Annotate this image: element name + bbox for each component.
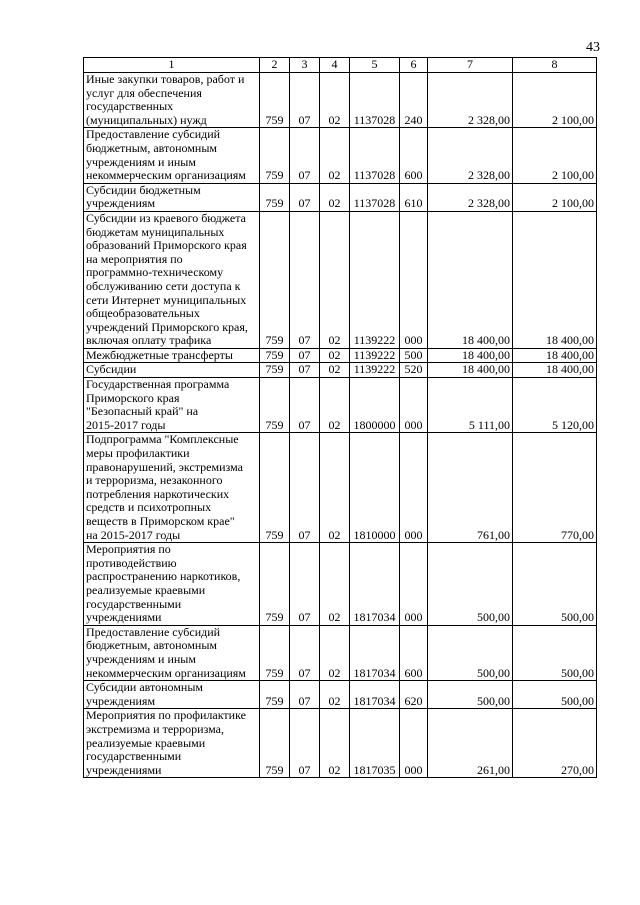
row-name-line: меры профилактики xyxy=(86,446,190,461)
row-name-cell xyxy=(84,183,260,211)
table-row xyxy=(84,183,597,211)
cell-c5: 1817034 xyxy=(350,543,400,626)
cell-c8: 770,00 xyxy=(513,433,597,543)
row-name-line: учреждений Приморского края, xyxy=(86,319,248,334)
cell-c5: 1139222 xyxy=(350,363,400,378)
cell-c6: 000 xyxy=(400,378,428,433)
row-name-line: Подпрограмма "Комплексные xyxy=(86,432,239,447)
row-name-line: услуг для обеспечения xyxy=(86,85,202,100)
row-name-cell xyxy=(84,211,260,348)
cell-c3: 07 xyxy=(290,378,320,433)
cell-c2: 759 xyxy=(260,73,290,128)
cell-c7: 761,00 xyxy=(428,433,513,543)
row-name-line: некоммерческим организациям xyxy=(86,665,246,680)
row-name-line: бюджетным, автономным xyxy=(86,638,217,653)
cell-c6: 000 xyxy=(400,709,428,778)
cell-c5: 1817034 xyxy=(350,625,400,680)
cell-c8: 500,00 xyxy=(513,681,597,709)
row-name-line: государственными xyxy=(86,749,182,764)
cell-c5: 1137028 xyxy=(350,183,400,211)
row-name-line: учреждениями xyxy=(86,762,162,777)
row-name-cell xyxy=(84,73,260,128)
cell-c7: 18 400,00 xyxy=(428,348,513,363)
cell-c4: 02 xyxy=(320,363,350,378)
row-name-line: средств и психотропных xyxy=(86,500,212,515)
table-row xyxy=(84,348,597,363)
cell-c2: 759 xyxy=(260,183,290,211)
row-name-line: веществ в Приморском крае" xyxy=(86,514,235,528)
cell-c2: 759 xyxy=(260,348,290,363)
row-name-line: учреждениям и иным xyxy=(86,154,196,169)
cell-c6: 000 xyxy=(400,543,428,626)
cell-c2: 759 xyxy=(260,211,290,348)
table-row xyxy=(84,211,597,348)
cell-c5: 1817035 xyxy=(350,709,400,778)
row-name-line: бюджетным, автономным xyxy=(86,140,217,155)
cell-c6: 600 xyxy=(400,625,428,680)
cell-c8: 500,00 xyxy=(513,543,597,626)
cell-c8: 500,00 xyxy=(513,625,597,680)
cell-c6: 520 xyxy=(400,363,428,378)
row-name-line: Межбюджетные трансферты xyxy=(86,348,233,362)
row-name-cell xyxy=(84,625,260,680)
table-row xyxy=(84,73,597,128)
col-header: 2 xyxy=(260,58,290,73)
cell-c2: 759 xyxy=(260,543,290,626)
page-number: 43 xyxy=(586,40,600,55)
row-name-line: Иные закупки товаров, работ и xyxy=(86,72,245,86)
table-row xyxy=(84,128,597,183)
row-name-line: реализуемые краевыми xyxy=(86,735,206,750)
cell-c6: 610 xyxy=(400,183,428,211)
cell-c8: 18 400,00 xyxy=(513,348,597,363)
row-name-cell xyxy=(84,378,260,433)
row-name-line: и терроризма, незаконного xyxy=(86,473,223,488)
row-name-line: "Безопасный край" на xyxy=(86,404,199,419)
cell-c7: 5 111,00 xyxy=(428,378,513,433)
cell-c3: 07 xyxy=(290,73,320,128)
cell-c4: 02 xyxy=(320,183,350,211)
row-name-line: Приморского края xyxy=(86,390,180,405)
row-name-line: учреждениям xyxy=(86,693,156,708)
row-name-cell xyxy=(84,363,260,378)
header-row xyxy=(84,58,597,73)
table-row xyxy=(84,625,597,680)
row-name-line: правонарушений, экстремизма xyxy=(86,459,243,474)
cell-c4: 02 xyxy=(320,625,350,680)
cell-c2: 759 xyxy=(260,363,290,378)
row-name-cell xyxy=(84,128,260,183)
budget-table xyxy=(83,57,597,778)
row-name-line: Мероприятия по профилактике xyxy=(86,708,246,723)
col-header: 5 xyxy=(350,58,400,73)
cell-c8: 2 100,00 xyxy=(513,183,597,211)
col-header: 3 xyxy=(290,58,320,73)
cell-c2: 759 xyxy=(260,681,290,709)
row-name-line: Субсидии xyxy=(86,362,137,377)
cell-c8: 2 100,00 xyxy=(513,73,597,128)
row-name-line: Мероприятия по xyxy=(86,542,171,557)
cell-c7: 261,00 xyxy=(428,709,513,778)
row-name-line: сети Интернет муниципальных xyxy=(86,292,247,307)
row-name-line: бюджетам муниципальных xyxy=(86,224,225,239)
row-name-cell xyxy=(84,681,260,709)
cell-c6: 620 xyxy=(400,681,428,709)
row-name-line: (муниципальных) нужд xyxy=(86,112,207,127)
row-name-line: распространению наркотиков, xyxy=(86,569,241,584)
cell-c3: 07 xyxy=(290,433,320,543)
row-name-line: государственных xyxy=(86,99,174,114)
cell-c7: 18 400,00 xyxy=(428,363,513,378)
row-name-line: Субсидии автономным xyxy=(86,680,203,695)
row-name-line: общеобразовательных xyxy=(86,306,200,321)
table-row xyxy=(84,378,597,433)
row-name-line: на мероприятия по xyxy=(86,251,183,266)
cell-c2: 759 xyxy=(260,128,290,183)
cell-c3: 07 xyxy=(290,681,320,709)
cell-c7: 500,00 xyxy=(428,681,513,709)
cell-c3: 07 xyxy=(290,183,320,211)
cell-c4: 02 xyxy=(320,543,350,626)
cell-c4: 02 xyxy=(320,128,350,183)
table-row xyxy=(84,363,597,378)
cell-c5: 1137028 xyxy=(350,128,400,183)
col-header: 8 xyxy=(513,58,597,73)
cell-c6: 240 xyxy=(400,73,428,128)
cell-c7: 2 328,00 xyxy=(428,183,513,211)
row-name-cell xyxy=(84,543,260,626)
cell-c4: 02 xyxy=(320,378,350,433)
row-name-line: Субсидии из краевого бюджета xyxy=(86,211,246,225)
cell-c8: 5 120,00 xyxy=(513,378,597,433)
cell-c8: 270,00 xyxy=(513,709,597,778)
cell-c2: 759 xyxy=(260,378,290,433)
cell-c6: 600 xyxy=(400,128,428,183)
col-header: 6 xyxy=(400,58,428,73)
cell-c2: 759 xyxy=(260,625,290,680)
table-row xyxy=(84,709,597,778)
table-body xyxy=(84,73,597,778)
row-name-line: потребления наркотических xyxy=(86,486,230,501)
cell-c7: 18 400,00 xyxy=(428,211,513,348)
row-name-cell xyxy=(84,709,260,778)
cell-c4: 02 xyxy=(320,348,350,363)
row-name-line: противодействию xyxy=(86,555,177,570)
cell-c8: 2 100,00 xyxy=(513,128,597,183)
cell-c7: 2 328,00 xyxy=(428,73,513,128)
cell-c6: 000 xyxy=(400,433,428,543)
row-name-line: реализуемые краевыми xyxy=(86,582,206,597)
cell-c3: 07 xyxy=(290,625,320,680)
cell-c5: 1800000 xyxy=(350,378,400,433)
col-header: 7 xyxy=(428,58,513,73)
cell-c3: 07 xyxy=(290,363,320,378)
cell-c8: 18 400,00 xyxy=(513,211,597,348)
cell-c5: 1137028 xyxy=(350,73,400,128)
cell-c5: 1817034 xyxy=(350,681,400,709)
cell-c6: 000 xyxy=(400,211,428,348)
cell-c3: 07 xyxy=(290,211,320,348)
row-name-line: программно-техническому xyxy=(86,265,224,280)
cell-c6: 500 xyxy=(400,348,428,363)
cell-c8: 18 400,00 xyxy=(513,363,597,378)
cell-c5: 1139222 xyxy=(350,211,400,348)
cell-c7: 500,00 xyxy=(428,543,513,626)
row-name-line: на 2015-2017 годы xyxy=(86,527,181,542)
row-name-line: Государственная программа xyxy=(86,377,230,392)
row-name-line: включая оплату трафика xyxy=(86,333,212,348)
cell-c3: 07 xyxy=(290,709,320,778)
row-name-line: Предоставление субсидий xyxy=(86,625,221,639)
row-name-line: государственными xyxy=(86,596,182,611)
cell-c5: 1810000 xyxy=(350,433,400,543)
row-name-line: 2015-2017 годы xyxy=(86,417,166,432)
table-row xyxy=(84,681,597,709)
cell-c7: 500,00 xyxy=(428,625,513,680)
col-header: 4 xyxy=(320,58,350,73)
row-name-line: учреждениям и иным xyxy=(86,651,196,666)
cell-c3: 07 xyxy=(290,348,320,363)
row-name-line: Предоставление субсидий xyxy=(86,127,221,142)
cell-c3: 07 xyxy=(290,128,320,183)
row-name-line: Субсидии бюджетным xyxy=(86,183,201,197)
row-name-line: обслуживанию сети доступа к xyxy=(86,278,241,293)
cell-c4: 02 xyxy=(320,709,350,778)
table-row xyxy=(84,433,597,543)
row-name-line: экстремизма и терроризма, xyxy=(86,721,224,736)
cell-c4: 02 xyxy=(320,681,350,709)
cell-c2: 759 xyxy=(260,709,290,778)
row-name-line: учреждениями xyxy=(86,610,162,625)
row-name-line: учреждениям xyxy=(86,196,156,211)
cell-c2: 759 xyxy=(260,433,290,543)
cell-c4: 02 xyxy=(320,73,350,128)
cell-c3: 07 xyxy=(290,543,320,626)
row-name-line: образований Приморского края xyxy=(86,238,247,253)
row-name-line: некоммерческим организациям xyxy=(86,168,246,183)
col-header: 1 xyxy=(84,58,260,73)
table-row xyxy=(84,543,597,626)
row-name-cell xyxy=(84,433,260,543)
cell-c7: 2 328,00 xyxy=(428,128,513,183)
cell-c4: 02 xyxy=(320,433,350,543)
cell-c4: 02 xyxy=(320,211,350,348)
cell-c5: 1139222 xyxy=(350,348,400,363)
row-name-cell xyxy=(84,348,260,363)
